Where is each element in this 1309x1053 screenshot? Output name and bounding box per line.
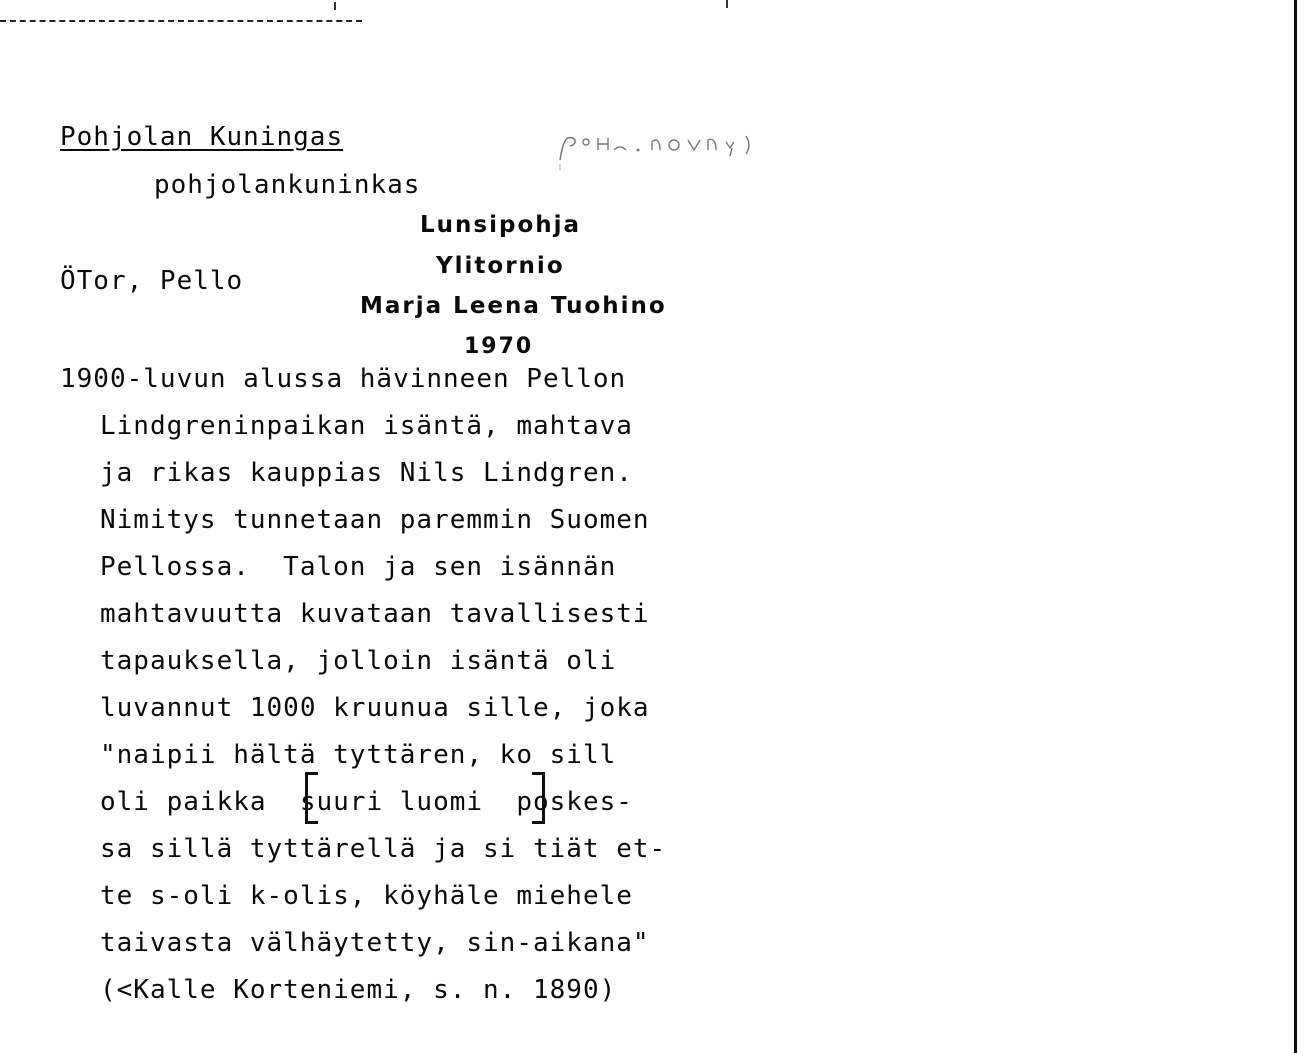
body-line: (<Kalle Korteniemi, s. n. 1890): [100, 975, 617, 1005]
scan-tick-mark: [334, 2, 336, 10]
body-line: tapauksella, jolloin isäntä oli: [100, 646, 617, 676]
pencil-annotation: [556, 130, 806, 170]
handwritten-bracket-right: [532, 772, 545, 824]
body-line: ja rikas kauppias Nils Lindgren.: [100, 458, 633, 488]
stamp-year: 1970: [464, 334, 534, 359]
body-line: 1900-luvun alussa hävinneen Pellon: [60, 364, 627, 394]
body-line: mahtavuutta kuvataan tavallisesti: [100, 599, 650, 629]
scan-top-rule: [0, 20, 362, 22]
scan-right-edge: [1294, 0, 1297, 1053]
body-line: "naipii hältä tyttären, ko sill: [100, 740, 617, 770]
body-line: sa sillä tyttärellä ja si tiät et-: [100, 834, 667, 864]
stamp-parish: Ylitornio: [436, 253, 565, 279]
body-text: [60, 356, 760, 1014]
card-title: Pohjolan Kuningas: [60, 122, 344, 152]
body-line: Nimitys tunnetaan paremmin Suomen: [100, 505, 650, 535]
headword: pohjolankuninkas: [154, 170, 421, 200]
body-line: taivasta välhäytetty, sin-aikana": [100, 928, 650, 958]
place-label: ÖTor, Pello: [60, 266, 244, 296]
stamp-collector: Marja Leena Tuohino: [360, 293, 667, 319]
body-line: Pellossa. Talon ja sen isännän: [100, 552, 617, 582]
scan-tick-mark: [726, 0, 728, 8]
handwritten-bracket-left: [305, 772, 318, 824]
body-line: te s-oli k-olis, köyhäle miehele: [100, 881, 633, 911]
body-line: luvannut 1000 kruunua sille, joka: [100, 693, 650, 723]
body-line: Lindgreninpaikan isäntä, mahtava: [100, 411, 633, 441]
stamp-region: Lunsipohja: [420, 212, 582, 238]
body-line: oli paikka suuri luomi poskes-: [100, 787, 633, 817]
